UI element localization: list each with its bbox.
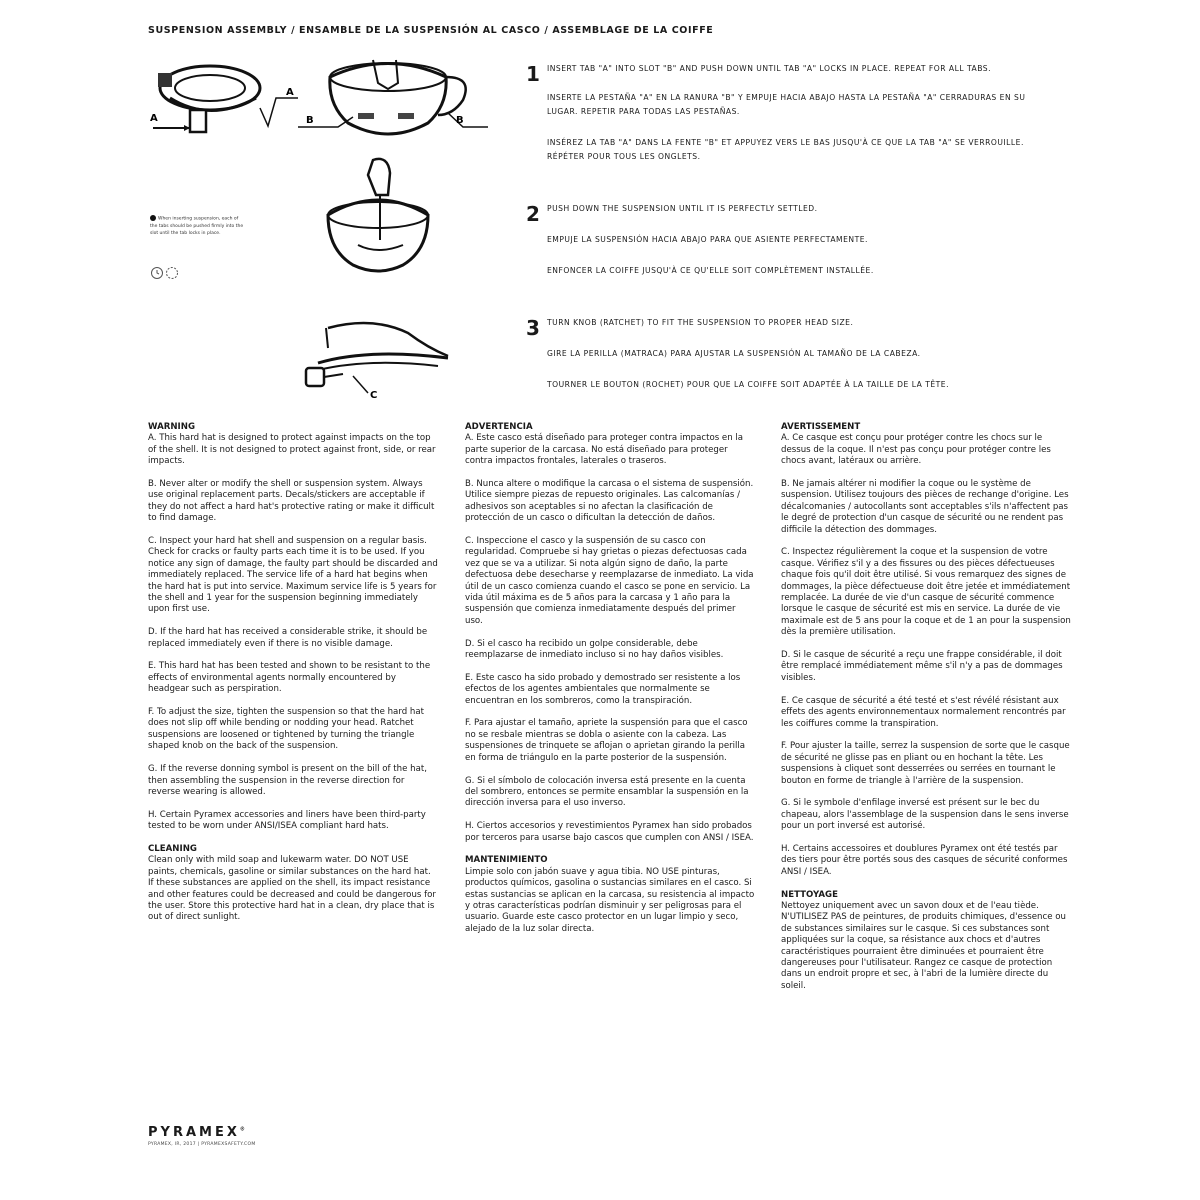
step-text-es: GIRE LA PERILLA (MATRACA) PARA AJUSTAR LA SUSPENSIÓN AL TAMAÑO DE LA CABEZA.	[547, 349, 921, 358]
assembly-note	[150, 215, 245, 237]
step-text-es: EMPUJE LA SUSPENSIÓN HACIA ABAJO PARA QUE ASIENTE PERFECTAMENTE.	[547, 235, 868, 244]
column-english	[148, 422, 438, 935]
step-2	[526, 202, 1066, 282]
step-number: 3	[526, 316, 540, 340]
label-b-right: B	[456, 115, 464, 126]
warning-item: G. Si el símbolo de colocación inversa está presente en la cuenta del sombrero, entonces se permite ensamblar la suspensión en la dirección inversa para el uso inverso.	[465, 775, 749, 809]
warning-item: C. Inspectez régulièrement la coque et la suspension de votre casque. Vérifiez s'il y a des fissures ou des pièces défectueuses chaque fois qu'il doit être utilisé. Si vous remarquez des signes de dommages, la pièce défectueuse doit être jetée et immédiatement remplacée. La durée de vie d'un casque de sécurité commence lorsque le casque de sécurité est mis en service. La durée de vie maximale est de 5 ans pour la coque et de 1 an pour la suspension dès la première utilisation.	[781, 547, 1071, 638]
step-3	[526, 316, 1066, 396]
warning-item: H. Certain Pyramex accessories and liners have been third-party tested to be worn under ANSI/ISEA compliant hard hats.	[148, 809, 426, 832]
warning-item: A. This hard hat is designed to protect against impacts on the top of the shell. It is not designed to protect against front, side, or rear impacts.	[148, 433, 436, 467]
cleaning-heading: CLEANING	[148, 843, 197, 854]
column-french	[781, 422, 1071, 1004]
warning-item: A. Este casco está diseñado para proteger contra impactos en la parte superior de la carcasa. No está diseñado para proteger contra impactos frontales, laterales o traseros.	[465, 433, 744, 467]
suspension-illustration	[148, 58, 308, 143]
warning-item: E. Este casco ha sido probado y demostrado ser resistente a los efectos de los agentes ambientales que normalmente se encuentran en los sombreros, como la transpiración.	[465, 672, 741, 706]
ratchet-illustration	[298, 318, 458, 403]
warning-item: E. This hard hat has been tested and shown to be resistant to the effects of environmental agents normally encountered by headgear such as perspiration.	[148, 661, 431, 695]
warning-item: C. Inspeccione el casco y la suspensión de su casco con regularidad. Compruebe si hay grietas o piezas defectuosas cada vez que se va a utilizar. Si nota algún signo de daño, la parte defectuosa debe desecharse y reemplazarse de inmediato. La vida útil de un casco comienza cuando el casco se pone en servicio. La vida útil máxima es de 5 años para la carcasa y 1 año para la suspensión que comienza inmediatamente después del primer uso.	[465, 536, 754, 626]
step-text-es: INSERTE LA PESTAÑA "A" EN LA RANURA "B" Y EMPUJE HACIA ABAJO HASTA LA PESTAÑA "A" CERRADURAS EN SU LUGAR. REPETIR PARA TODAS LAS PESTAÑAS.	[547, 93, 1026, 116]
column-spanish	[465, 422, 755, 947]
warning-heading: ADVERTENCIA	[465, 422, 533, 432]
document-title: SUSPENSION ASSEMBLY / ENSAMBLE DE LA SUSPENSIÓN AL CASCO / ASSEMBLAGE DE LA COIFFE	[148, 25, 714, 36]
push-down-illustration	[318, 155, 438, 280]
warning-item: D. Si le casque de sécurité a reçu une frappe considérable, il doit être remplacé immédiatement même s'il n'y a pas de dommages visibles.	[781, 650, 1063, 683]
step-text-en: TURN KNOB (RATCHET) TO FIT THE SUSPENSION TO PROPER HEAD SIZE.	[547, 318, 854, 327]
step-text-fr: INSÉREZ LA TAB "A" DANS LA FENTE "B" ET APPUYEZ VERS LE BAS JUSQU'À CE QUE LA TAB "A" SE VERROUILLE. RÉPÉTER POUR TOUS LES ONGLETS.	[547, 138, 1024, 161]
warning-item: F. Pour ajuster la taille, serrez la suspension de sorte que le casque de sécurité ne glisse pas en pliant ou en hochant la tête. Les suspensions à cliquet sont desserrées ou serrées en tournant le bouton en forme de triangle à l'arrière de la suspension.	[781, 741, 1070, 786]
warning-item: H. Ciertos accesorios y revestimientos Pyramex han sido probados por terceros para usarse bajo cascos que cumplen con ANSI / ISEA.	[465, 821, 754, 843]
step-text-fr: TOURNER LE BOUTON (ROCHET) POUR QUE LA COIFFE SOIT ADAPTÉE À LA TAILLE DE LA TÊTE.	[547, 380, 950, 389]
clock-icon	[152, 268, 163, 279]
warning-item: E. Ce casque de sécurité a été testé et s'est révélé résistant aux effets des agents environnementaux normalement rencontrés par les coiffures comme la transpiration.	[781, 695, 1066, 729]
cleaning-heading: NETTOYAGE	[781, 889, 838, 900]
warning-item: B. Never alter or modify the shell or suspension system. Always use original replacement parts. Decals/stickers are acceptable if they do not affect a hard hat's protective rating or make it difficult to find damage.	[148, 479, 435, 524]
warning-item: B. Nunca altere o modifique la carcasa o el sistema de suspensión. Utilice siempre piezas de repuesto originales. Las calcomanías / adhesivos son aceptables si no afectan la clasificación de protección de un casco o dificultan la detección de daños.	[465, 479, 754, 524]
warning-item: G. If the reverse donning symbol is present on the bill of the hat, then assembling the suspension in the reverse direction for reverse wearing is allowed.	[148, 764, 427, 797]
reverse-donning-icon	[167, 268, 178, 279]
note-text: When inserting suspension, each of the tabs should be pushed firmly into the slot until the tab locks in place.	[150, 216, 244, 236]
warning-item: B. Ne jamais altérer ni modifier la coque ou le système de suspension. Utilisez toujours des pièces de rechange d'origine. Les décalcomanies / autocollants sont acceptables s'ils n'affectent pas le degré de protection d'un casque de sécurité ou ne rendent pas difficile la détection des dommages.	[781, 479, 1069, 535]
warning-item: D. Si el casco ha recibido un golpe considerable, debe reemplazarse de inmediato incluso si no hay daños visibles.	[465, 638, 724, 661]
label-a-right: A	[286, 87, 294, 98]
helmet-shell-illustration	[298, 55, 488, 145]
label-a-left: A	[150, 113, 158, 124]
warning-item: A. Ce casque est conçu pour protéger contre les chocs sur le dessus de la coque. Il n'est pas conçu pour protéger contre les chocs avant, latéraux ou arrière.	[781, 433, 1051, 467]
cleaning-text: Nettoyez uniquement avec un savon doux et de l'eau tiède. N'UTILISEZ PAS de peintures, de produits chimiques, d'essence ou de substances similaires sur le casque. Si ces substances sont appliquées sur la coque, sa résistance aux chocs et d'autres caractéristiques pourraient être diminuées et pourraient être dangereuses pour l'utilisateur. Rangez ce casque de protection dans un endroit propre et sec, à l'abri de la lumière directe du soleil.	[781, 900, 1066, 991]
footer-text: PYRAMEX, IR, 2017 | PYRAMEXSAFETY.COM	[148, 1142, 256, 1147]
pyramex-logo	[148, 1125, 245, 1140]
registered-mark: ®	[239, 1126, 245, 1133]
warning-item: D. If the hard hat has received a considerable strike, it should be replaced immediately even if there is no visible damage.	[148, 627, 428, 649]
warning-item: F. Para ajustar el tamaño, apriete la suspensión para que el casco no se resbale mientras se dobla o asiente con la cabeza. Las suspensiones de trinquete se aflojan o aprietan girando la perilla en forma de triángulo en la parte posterior de la suspensión.	[465, 718, 748, 763]
logo-text: PYRAMEX	[148, 1125, 240, 1140]
warning-item: H. Certains accessoires et doublures Pyramex ont été testés par des tiers pour être portés sous des casques de sécurité conformes ANSI / ISEA.	[781, 843, 1068, 877]
warning-item: F. To adjust the size, tighten the suspension so that the hard hat does not slip off while bending or nodding your head. Ratchet suspensions are loosened or tightened by turning the triangle shaped knob on the back of the suspension.	[148, 707, 424, 752]
step-number: 1	[526, 62, 540, 86]
note-icons	[150, 266, 190, 280]
warning-item: C. Inspect your hard hat shell and suspension on a regular basis. Check for cracks or faulty parts each time it is to be used. If you notice any sign of damage, the faulty part should be discarded and immediately replaced. The service life of a hard hat begins when the hard hat is put into service. Maximum service life is 5 years for the shell and 1 year for the suspension beginning immediately upon first use.	[148, 536, 438, 615]
step-text-en: INSERT TAB "A" INTO SLOT "B" AND PUSH DOWN UNTIL TAB "A" LOCKS IN PLACE. REPEAT FOR ALL TABS.	[547, 64, 992, 73]
cleaning-text: Limpie solo con jabón suave y agua tibia. NO USE pinturas, productos químicos, gasolina o sustancias similares en el casco. Si estas sustancias se aplican en la carcasa, su resistencia al impacto y otras características podrían disminuir y ser peligrosas para el usuario. Guarde este casco protector en un lugar limpio y seco, alejado de la luz solar directa.	[465, 866, 755, 934]
warning-heading: WARNING	[148, 422, 195, 432]
label-c: C	[370, 390, 378, 401]
warning-item: G. Si le symbole d'enfilage inversé est présent sur le bec du chapeau, alors l'assemblage de la suspension dans le sens inverse pour un port inversé est autorisé.	[781, 798, 1069, 832]
step-text-fr: ENFONCER LA COIFFE JUSQU'À CE QU'ELLE SOIT COMPLÈTEMENT INSTALLÉE.	[547, 266, 874, 275]
label-b-left: B	[306, 115, 314, 126]
step-text-en: PUSH DOWN THE SUSPENSION UNTIL IT IS PERFECTLY SETTLED.	[547, 204, 818, 213]
step-number: 2	[526, 202, 540, 226]
step-1	[526, 62, 1066, 172]
cleaning-heading: MANTENIMIENTO	[465, 855, 548, 866]
cleaning-text: Clean only with mild soap and lukewarm water. DO NOT USE paints, chemicals, gasoline or similar substances on the hard hat. If these substances are applied on the shell, its impact resistance and other features could be decreased and could be dangerous for the user. Store this protective hard hat in a clean, dry place that is out of direct sunlight.	[148, 855, 436, 923]
bullet-icon	[150, 215, 156, 221]
warning-heading: AVERTISSEMENT	[781, 422, 861, 432]
